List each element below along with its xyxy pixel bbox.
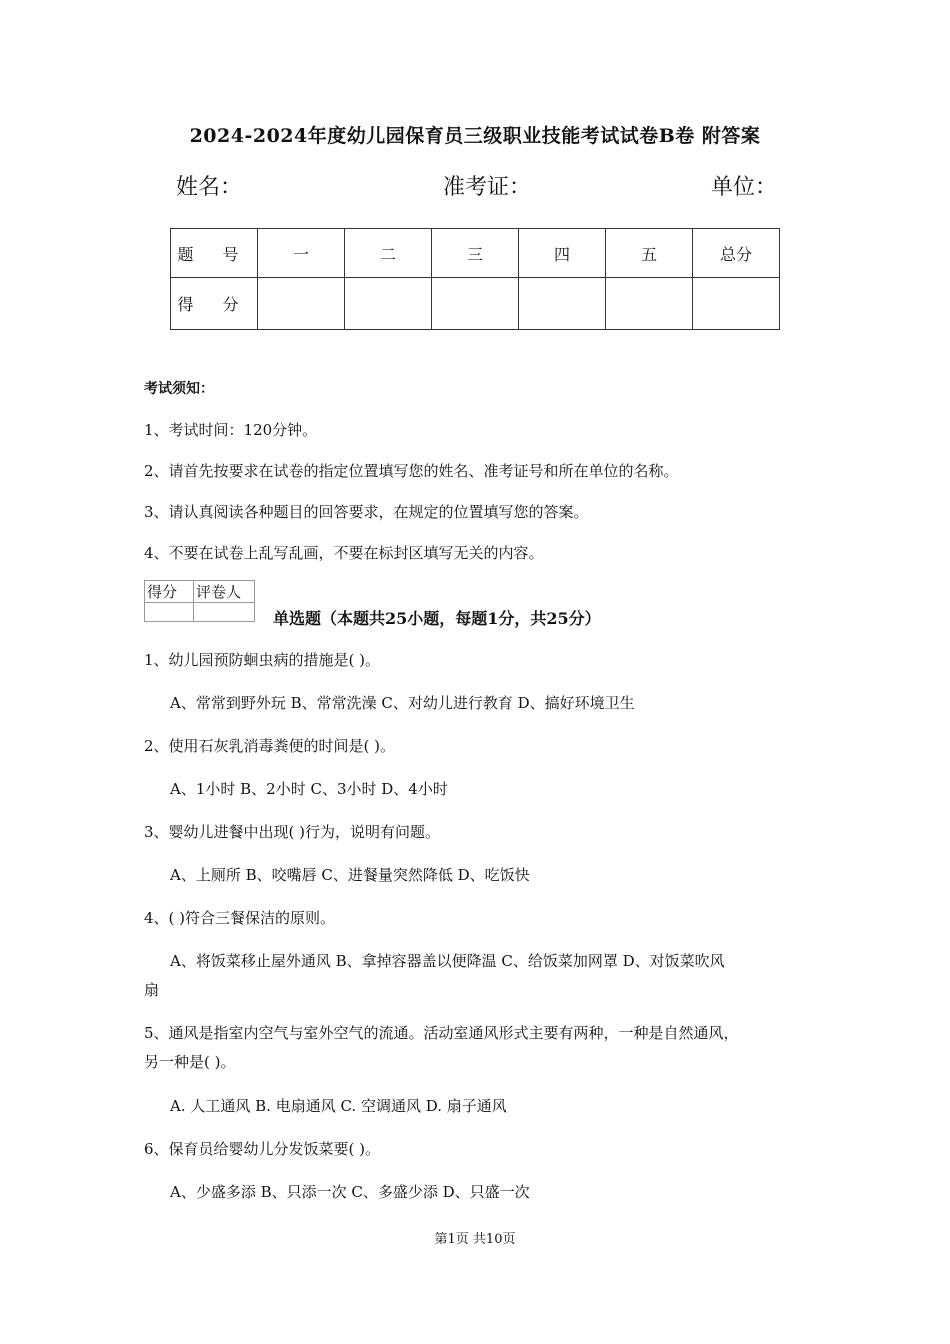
score-table-col-2: 二 [345, 229, 432, 278]
score-table-col-5: 五 [606, 229, 693, 278]
score-table-header-row [171, 229, 780, 278]
question-5: 5、通风是指室内空气与室外空气的流通。活动室通风形式主要有两种，一种是自然通风， [144, 1024, 739, 1042]
section-title: 单选题（本题共25小题，每题1分，共25分） [273, 609, 601, 628]
score-cell [519, 278, 606, 330]
page-footer: 第1页 共10页 [434, 1232, 516, 1247]
score-cell [606, 278, 693, 330]
score-cell [258, 278, 345, 330]
notice-item: 2、请首先按要求在试卷的指定位置填写您的姓名、准考证号和所在单位的名称。 [144, 462, 679, 480]
score-table-col-3: 三 [432, 229, 519, 278]
grader-box [144, 580, 255, 622]
score-table-row-label: 得 分 [171, 278, 258, 330]
grader-blank-row [145, 603, 255, 622]
grader-reviewer-cell [194, 603, 255, 622]
notice-heading: 考试须知： [144, 381, 214, 397]
question-2: 2、使用石灰乳消毒粪便的时间是( )。 [144, 737, 396, 755]
grader-header-row [145, 581, 255, 603]
score-table-col-1: 一 [258, 229, 345, 278]
question-3: 3、婴幼儿进餐中出现( )行为，说明有问题。 [144, 823, 441, 841]
question-5-continued: 另一种是( )。 [144, 1053, 236, 1071]
question-6: 6、保育员给婴幼儿分发饭菜要( )。 [144, 1140, 381, 1158]
candidate-fields [0, 170, 950, 204]
grader-score-cell [145, 603, 194, 622]
exam-id-field-label: 准考证： [443, 175, 532, 200]
question-4-options: A、将饭菜移止屋外通风 B、拿掉容器盖以便降温 C、给饭菜加网罩 D、对饭菜吹风 [170, 952, 725, 970]
grader-reviewer-label: 评卷人 [194, 581, 255, 603]
question-4-options-continued: 扇 [144, 981, 160, 999]
name-field-label: 姓名： [176, 175, 243, 200]
question-6-options: A、少盛多添 B、只添一次 C、多盛少添 D、只盛一次 [170, 1183, 530, 1201]
grader-score-label: 得分 [145, 581, 194, 603]
question-2-options: A、1小时 B、2小时 C、3小时 D、4小时 [170, 780, 448, 798]
question-5-options: A. 人工通风 B. 电扇通风 C. 空调通风 D. 扇子通风 [170, 1097, 507, 1115]
score-cell [432, 278, 519, 330]
unit-field-label: 单位： [711, 175, 778, 200]
score-table [170, 228, 780, 330]
notice-item: 3、请认真阅读各种题目的回答要求，在规定的位置填写您的答案。 [144, 503, 589, 521]
score-table-header-label: 题 号 [171, 229, 258, 278]
score-cell [345, 278, 432, 330]
score-table-score-row [171, 278, 780, 330]
question-4: 4、( )符合三餐保洁的原则。 [144, 909, 336, 927]
notice-item: 4、不要在试卷上乱写乱画，不要在标封区填写无关的内容。 [144, 544, 544, 562]
score-table-col-total: 总分 [693, 229, 780, 278]
question-1-options: A、常常到野外玩 B、常常洗澡 C、对幼儿进行教育 D、搞好环境卫生 [170, 694, 635, 712]
document-title: 2024-2024年度幼儿园保育员三级职业技能考试试卷B卷 附答案 [189, 125, 761, 147]
question-3-options: A、上厕所 B、咬嘴唇 C、进餐量突然降低 D、吃饭快 [170, 866, 530, 884]
score-table-col-4: 四 [519, 229, 606, 278]
score-cell [693, 278, 780, 330]
question-1: 1、幼儿园预防蛔虫病的措施是( )。 [144, 651, 381, 669]
notice-item: 1、考试时间：120分钟。 [144, 421, 318, 439]
